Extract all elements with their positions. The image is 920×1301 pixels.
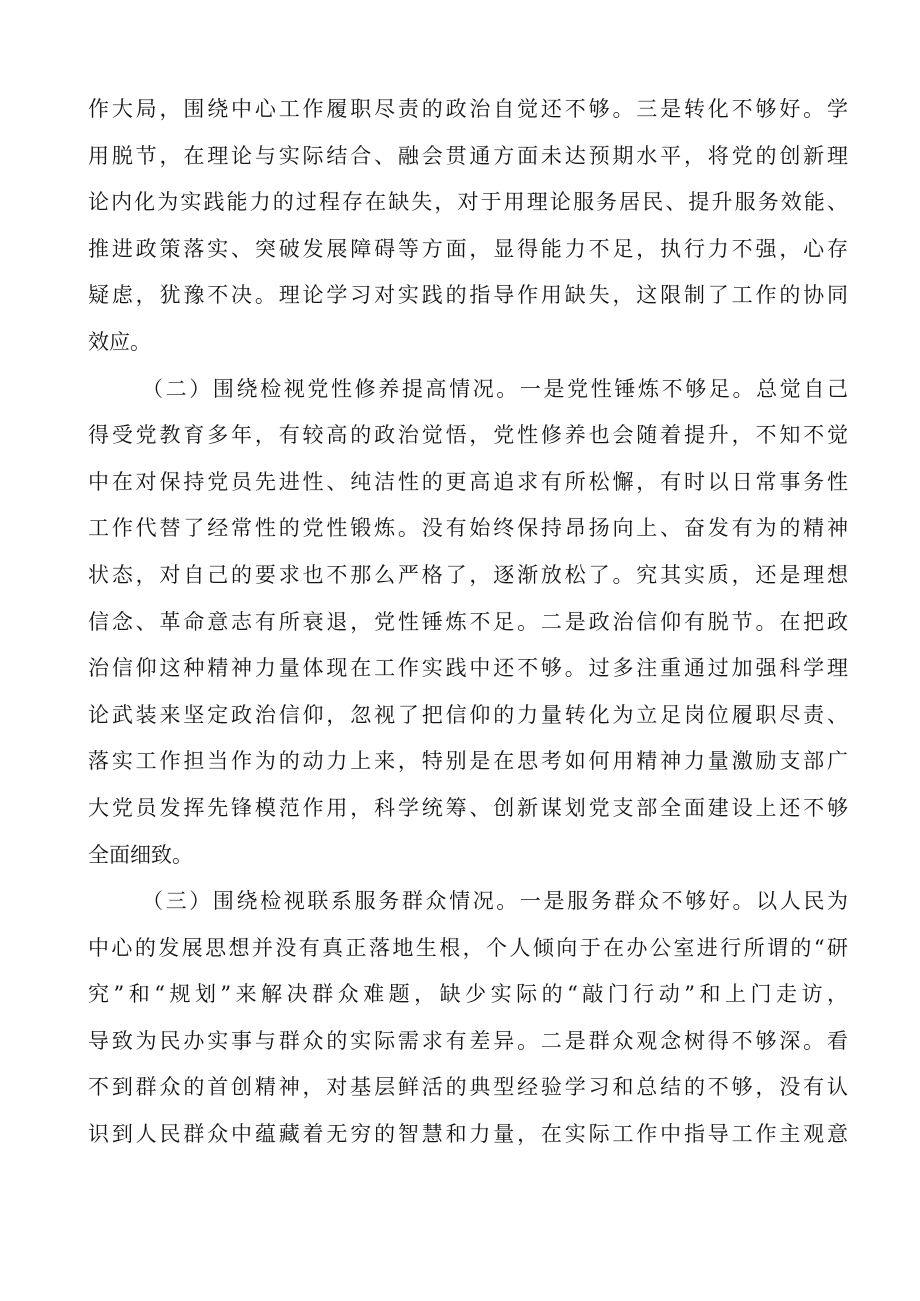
text-line: 效应。 <box>88 329 151 354</box>
text-line: 导致为民办实事与群众的实际需求有差异。二是群众观念树得不够深。看 <box>88 1028 848 1053</box>
text-line: 疑虑，犹豫不决。理论学习对实践的指导作用缺失，这限制了工作的协同 <box>88 283 848 308</box>
text-line: 不到群众的首创精神，对基层鲜活的典型经验学习和总结的不够，没有认 <box>88 1075 848 1100</box>
text-line: 状态，对自己的要求也不那么严格了，逐渐放松了。究其实质，还是理想 <box>88 562 848 587</box>
text-line: 全面细致。 <box>88 842 193 867</box>
text-line: 中在对保持党员先进性、纯洁性的更高追求有所松懈，有时以日常事务性 <box>88 469 848 494</box>
text-line: 落实工作担当作为的动力上来，特别是在思考如何用精神力量激励支部广 <box>88 749 848 774</box>
text-line: 治信仰这种精神力量体现在工作实践中还不够。过多注重通过加强科学理 <box>88 656 848 681</box>
text-line: 论内化为实践能力的过程存在缺失，对于用理论服务居民、提升服务效能、 <box>88 190 848 215</box>
text-line: 用脱节，在理论与实际结合、融会贯通方面未达预期水平，将党的创新理 <box>88 143 848 168</box>
text-line: 究”和“规划”来解决群众难题，缺少实际的“敲门行动”和上门走访， <box>88 982 848 1007</box>
text-line: 工作代替了经常性的党性锻炼。没有始终保持昂扬向上、奋发有为的精神 <box>88 516 848 541</box>
text-line: 得受党教育多年，有较高的政治觉悟，党性修养也会随着提升，不知不觉 <box>88 423 848 448</box>
text-line: 信念、革命意志有所衰退，党性锤炼不足。二是政治信仰有脱节。在把政 <box>88 609 848 634</box>
paragraph-first-line: （二）围绕检视党性修养提高情况。一是党性锤炼不够足。总觉自己 <box>142 376 848 401</box>
text-line: 推进政策落实、突破发展障碍等方面，显得能力不足，执行力不强，心存 <box>88 236 848 261</box>
text-line: 识到人民群众中蕴藏着无穷的智慧和力量，在实际工作中指导工作主观意 <box>88 1122 848 1147</box>
paragraph-first-line: （三）围绕检视联系服务群众情况。一是服务群众不够好。以人民为 <box>142 889 848 914</box>
text-line: 论武装来坚定政治信仰，忽视了把信仰的力量转化为立足岗位履职尽责、 <box>88 702 848 727</box>
text-line: 中心的发展思想并没有真正落地生根，个人倾向于在办公室进行所谓的“研 <box>88 935 848 960</box>
text-line: 大党员发挥先锋模范作用，科学统筹、创新谋划党支部全面建设上还不够 <box>88 795 848 820</box>
text-line: 作大局，围绕中心工作履职尽责的政治自觉还不够。三是转化不够好。学 <box>88 97 848 121</box>
document-body <box>88 86 848 1158</box>
